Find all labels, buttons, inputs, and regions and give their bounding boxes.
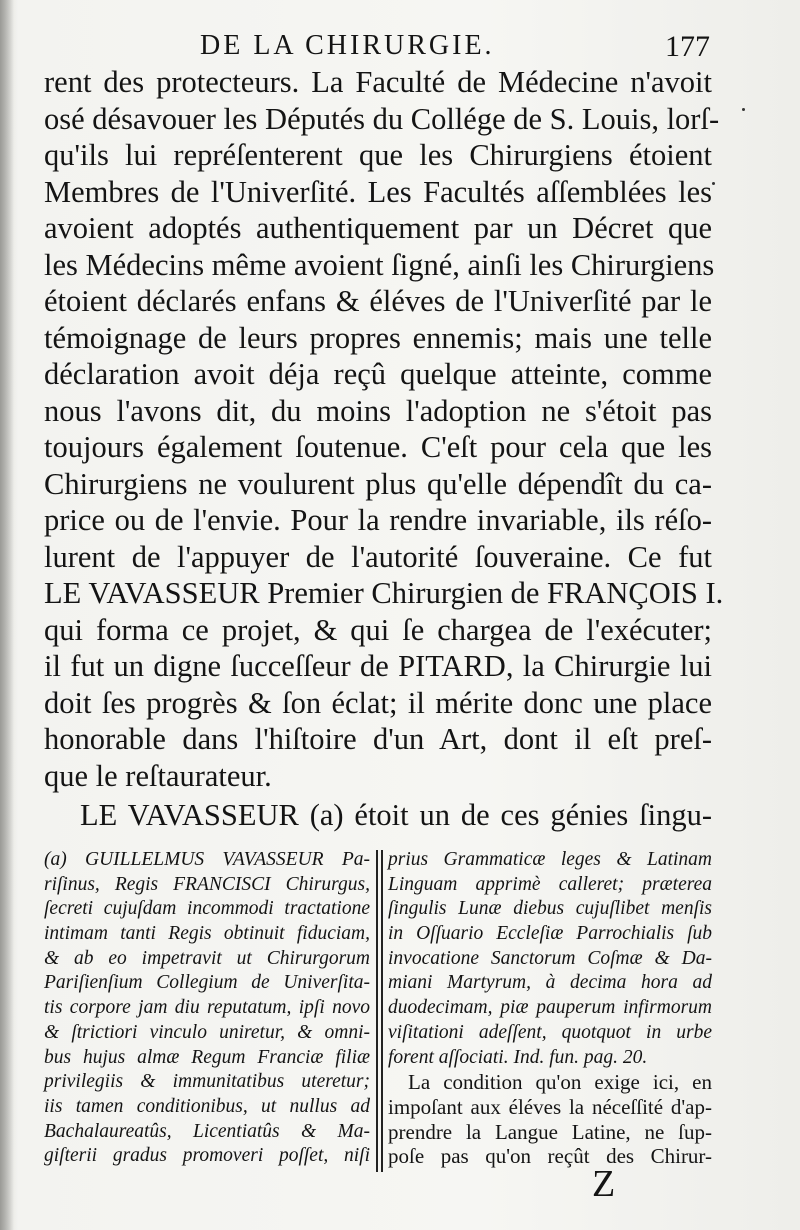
footnote-line: & ab eo impetravit ut Chirurgorum xyxy=(44,947,370,969)
text-line: étoient déclarés enfans & éléves de l'Univerſité par le xyxy=(44,284,712,318)
text-line: Chirurgiens ne voulurent plus qu'elle dépendît du ca- xyxy=(44,466,712,501)
spine-shadow xyxy=(0,0,14,1230)
text-line: les Médecins même avoient ſigné, ainſi les Chirurgiens xyxy=(44,247,715,282)
footnote-line: (a) GUILLELMUS VAVASSEUR Pa- xyxy=(44,849,370,870)
text-line: déclaration avoit déja reçû quelque atteinte, comme xyxy=(44,357,712,391)
footnote-line: in Oſſuario Eccleſiæ Parrochialis ſub xyxy=(388,923,712,945)
footnote-line: invocatione Sanctorum Coſmæ & Da- xyxy=(388,947,712,969)
text-line: il fut un digne ſucceſſeur de PITARD, la Chirurgie lui xyxy=(44,649,712,683)
text-line: doit ſes progrès & ſon éclat; il mérite donc une place xyxy=(44,685,712,720)
footnote-line: prius Grammaticæ leges & Latinam xyxy=(388,849,712,870)
running-head: DE LA CHIRURGIE. xyxy=(200,30,495,61)
footnote-line: duodecimam, piæ pauperum infirmorum xyxy=(388,997,712,1019)
column-rule xyxy=(376,850,378,1172)
footnote-line: intimam tanti Regis obtinuit fiduciam, xyxy=(44,923,370,945)
ink-speck xyxy=(712,182,715,185)
footnote-line: Pariſienſium Collegium de Univerſita- xyxy=(44,972,370,994)
text-line: Membres de l'Univerſité. Les Facultés aſſemblées les xyxy=(44,174,712,209)
footnote-line: giſterii gradus promoveri poſſet, niſi xyxy=(44,1145,370,1167)
footnote-column-right xyxy=(388,848,712,1169)
footnote-line: viſitationi adeſſent, quotquot in urbe xyxy=(388,1021,712,1043)
text-line: toujours également ſoutenue. C'eſt pour cela que les xyxy=(44,430,712,464)
column-rule xyxy=(381,850,383,1172)
footnote-line: ſecreti cujuſdam incommodi tractatione xyxy=(44,898,370,920)
text-line: price ou de l'envie. Pour la rendre invariable, ils réſo- xyxy=(44,503,712,537)
footnote-line: Linguam apprimè calleret; præterea xyxy=(388,873,712,895)
commentary-line: prendre la Langue Latine, ne ſup- xyxy=(388,1119,712,1144)
signature-mark: Z xyxy=(592,1163,616,1205)
footnote-column-left xyxy=(44,848,370,1169)
page-number: 177 xyxy=(665,30,710,63)
footnote-line: riſinus, Regis FRANCISCI Chirurgus, xyxy=(44,873,370,895)
main-text xyxy=(44,64,724,834)
footnote-line: Bachalaureatûs, Licentiatûs & Ma- xyxy=(44,1120,370,1142)
text-line: que le reſtaurateur. xyxy=(44,758,272,793)
text-line: qui forma ce projet, & qui ſe chargea de l'exécuter; xyxy=(44,612,712,647)
footnote-line: ſingulis Lunæ diebus cujuſlibet menſis xyxy=(388,898,712,920)
text-line: osé désavouer les Députés du Collége de S. Louis, lorſ- xyxy=(44,101,720,136)
paragraph-start-line: LE VAVASSEUR (a) étoit un de ces génies ſingu- xyxy=(80,798,712,832)
footnote-line: bus hujus almæ Regum Franciæ filiæ xyxy=(44,1046,370,1068)
footnote-line: iis tamen conditionibus, ut nullus ad xyxy=(44,1095,370,1117)
commentary-line: poſe pas qu'on reçût des Chirur- xyxy=(388,1144,712,1169)
text-line: honorable dans l'hiſtoire d'un Art, dont il eſt preſ- xyxy=(44,722,712,756)
footnote-line: & ſtrictiori vinculo uniretur, & omni- xyxy=(44,1021,370,1043)
commentary-line: impoſant aux éléves la néceſſité d'ap- xyxy=(388,1094,712,1119)
footnote-line: privilegiis & immunitatibus uteretur; xyxy=(44,1071,370,1093)
text-line: avoient adoptés authentiquement par un Décret que xyxy=(44,211,712,245)
text-line: rent des protecteurs. La Faculté de Médecine n'avoit xyxy=(44,65,712,99)
text-line: LE VAVASSEUR Premier Chirurgien de FRANÇOIS I. xyxy=(44,576,724,610)
commentary-line: La condition qu'on exige ici, en xyxy=(408,1070,712,1095)
footnote-block xyxy=(44,848,712,1178)
footnote-line: miani Martyrum, à decima hora ad xyxy=(388,972,712,994)
text-line: nous l'avons dit, du moins l'adoption ne s'étoit pas xyxy=(44,393,712,428)
text-line: qu'ils lui repréſenterent que les Chirurgiens étoient xyxy=(44,138,712,172)
ink-speck xyxy=(742,108,745,111)
text-line: lurent de l'appuyer de l'autorité ſouveraine. Ce fut xyxy=(44,539,712,574)
footnote-line: forent aſſociati. Ind. fun. pag. 20. xyxy=(388,1046,648,1068)
footnote-line: tis corpore jam diu reputatum, ipſi novo xyxy=(44,997,370,1019)
text-line: témoignage de leurs propres ennemis; mais une telle xyxy=(44,320,712,355)
